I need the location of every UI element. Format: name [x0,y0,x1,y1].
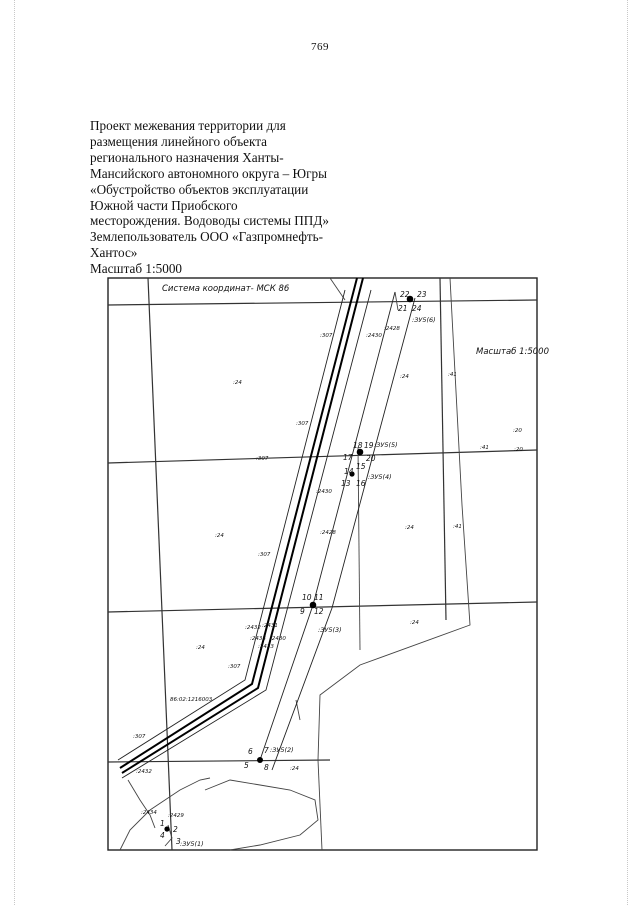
grid-line [148,278,172,850]
parcel-label: :2429 [168,813,184,819]
parcel-label: :24 [400,374,409,380]
survey-point-label: 21 [398,304,408,313]
zu-parcel-label: :ЗУ5(3) [318,626,342,634]
parcel-label: :2434 [141,810,157,816]
parcel-boundaries [120,278,470,850]
parcel-boundary [128,780,155,828]
survey-point-label: 2 [173,825,178,834]
survey-point-label: 8 [264,763,269,772]
scale-line: Масштаб 1:5000 [90,261,183,277]
survey-point-label: 1 [160,819,165,828]
parcel-label: :307 [133,734,146,740]
title-line: Хантос» [90,245,138,261]
parcel-label: :2431 [262,623,278,629]
survey-point-label: 13 [341,479,351,488]
zu-parcel-label: :ЗУ5(2) [270,746,294,754]
parcel-label: :41 [448,372,457,378]
survey-point-label: 18 [353,441,363,450]
title-line: Южной части Приобского [90,197,238,213]
parcel-label: :41 [453,524,462,530]
parcel-label: :307 [296,421,309,427]
parcel-label: :2428 [320,530,336,536]
zu-parcel-label: :ЗУ5(6) [412,316,436,324]
survey-point-label: 19 [364,441,374,450]
page-number: 769 [311,41,329,53]
corridor-line [272,298,415,770]
survey-point-label: 10 [302,593,312,602]
parcel-boundary [358,447,360,650]
title-line: Землепользователь ООО «Газпромнефть- [90,229,324,245]
parcel-label: :307 [258,552,271,558]
grid-line [108,450,537,463]
parcel-label: :24 [290,766,299,772]
survey-point-label: 4 [160,831,165,840]
map-labels [133,284,549,848]
survey-point-label: 14 [344,467,354,476]
survey-point-label: 7 [264,746,269,755]
parcel-label: :20 [513,428,522,434]
survey-point-label: 16 [356,479,366,488]
survey-point-marker [164,826,169,831]
parcel-label: :2433 [258,644,274,650]
parcel-label: :24 [196,645,205,651]
survey-point-label: 9 [300,607,305,616]
title-line: месторождения. Водоводы системы ППД» [90,213,329,229]
grid-line [440,278,446,620]
parcel-label: 86:02:1216003 [170,697,213,703]
survey-point-label: 3 [176,837,181,846]
title-line: регионального назначения Ханты- [90,149,284,165]
parcel-label: :2430 [366,333,382,339]
coordinate-system-label: Система координат- МСК 86 [162,284,290,294]
parcel-label: :2432 [136,769,152,775]
pipeline-line [120,278,357,768]
parcel-label: :41 [480,445,489,451]
survey-point-label: 15 [356,462,366,471]
parcel-boundary [330,278,345,300]
map-frame [108,278,537,850]
parcel-label: :24 [405,525,414,531]
parcel-label: :2430 [270,636,286,642]
parcel-label: :2432 [245,625,261,631]
title-line: размещения линейного объекта [90,133,268,149]
corridor-lines [118,290,415,778]
survey-point-label: 11 [314,593,324,602]
parcel-label: :2430 [316,489,332,495]
parcel-boundary [318,278,470,760]
survey-point-label: 6 [248,747,253,756]
survey-point-label: 20 [366,454,376,463]
grid-line [108,300,537,305]
survey-point-label: 17 [343,453,353,462]
title-line: Проект межевания территории для [90,118,286,133]
survey-point-marker [257,757,263,763]
map-scale-label: Масштаб 1:5000 [476,347,550,357]
survey-point-label: 5 [244,761,249,770]
parcel-label: :20 [514,447,523,453]
zu-parcel-label: :ЗУ5(4) [368,473,392,481]
title-line: Мансийского автономного округа – Югры [90,165,327,181]
zu-parcel-label: :ЗУ5(1) [180,840,204,848]
parcel-boundary [318,760,322,850]
survey-point-label: 24 [412,304,422,313]
survey-point-label: 23 [417,290,427,299]
parcel-label: :24 [410,620,419,626]
title-line: «Обустройство объектов эксплуатации [90,181,309,197]
parcel-boundary [205,780,318,850]
parcel-label: :307 [256,456,269,462]
parcel-label: :2428 [384,326,400,332]
zu-parcel-label: :ЗУ5(5) [374,441,398,449]
pipeline [120,278,363,773]
parcel-label: :2433 [250,636,266,642]
survey-point-label: 12 [314,607,324,616]
parcel-label: :24 [215,533,224,539]
survey-point-label: 22 [400,290,410,299]
parcel-label: :307 [320,333,333,339]
parcel-label: :24 [233,380,242,386]
parcel-label: :307 [228,664,241,670]
coordinate-grid [108,278,537,850]
